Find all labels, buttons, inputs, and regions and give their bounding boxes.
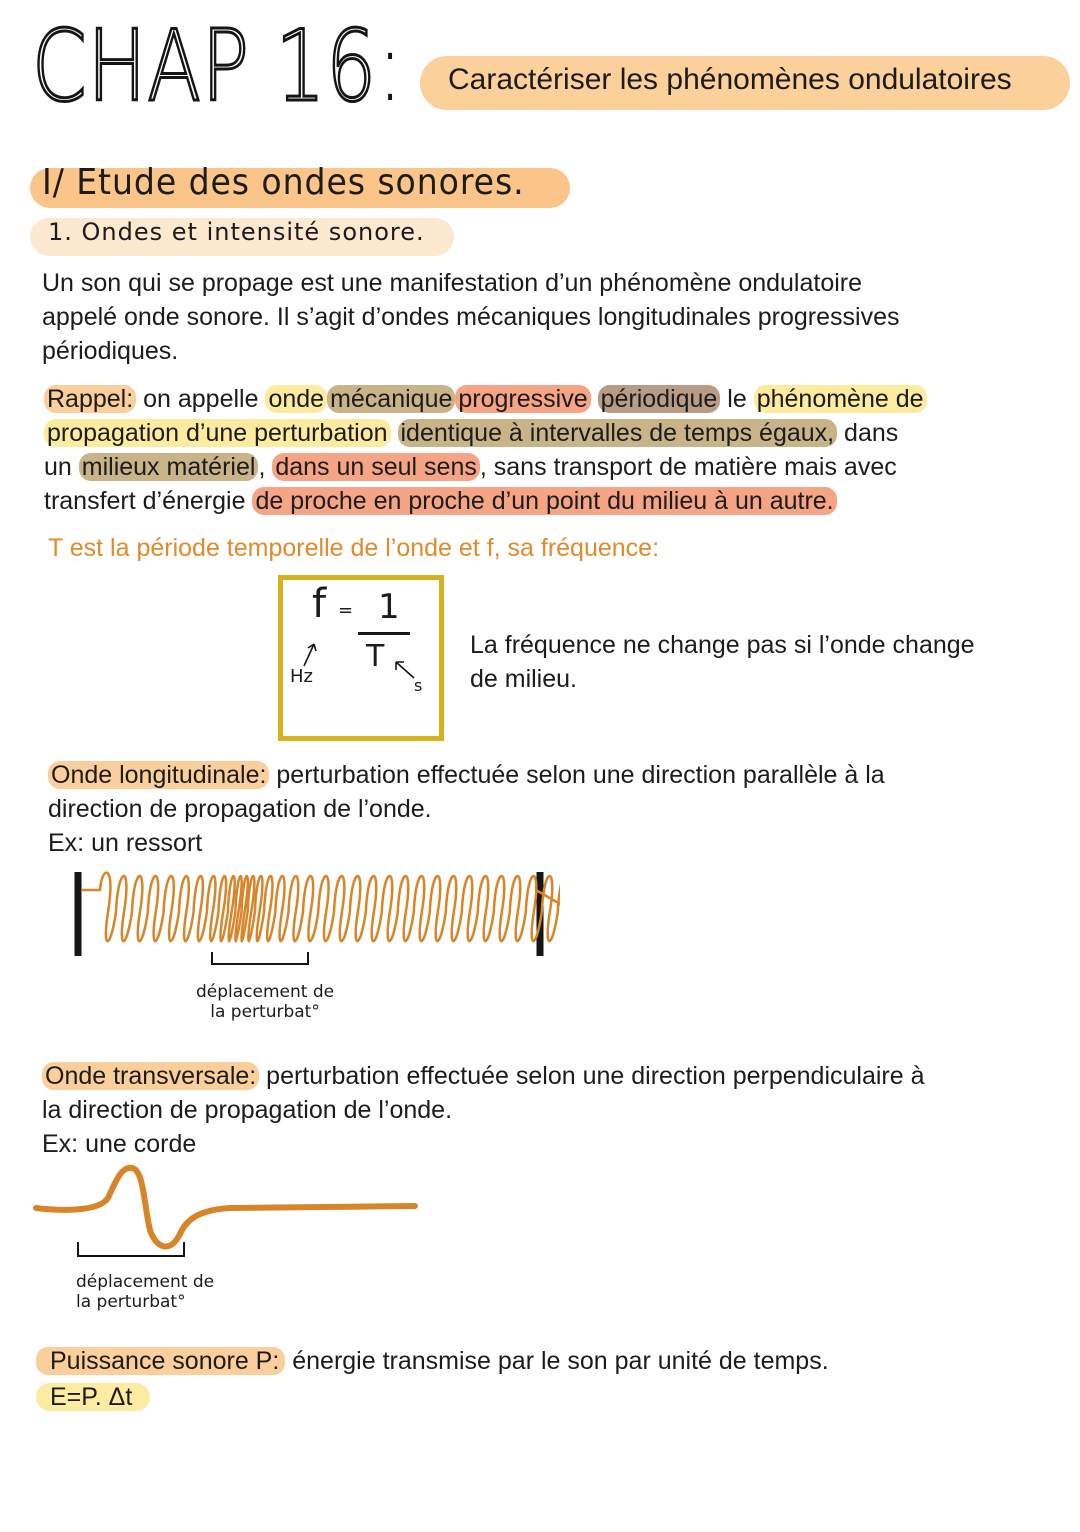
term-seul-sens: dans un seul sens <box>272 453 480 481</box>
rope-wave <box>36 1168 415 1247</box>
longitudinal-label: Onde longitudinale: <box>48 761 269 789</box>
term-phenomene: phénomène de <box>754 385 927 413</box>
term-periodique: périodique <box>598 385 721 413</box>
fraction-bar <box>358 632 410 635</box>
caption-line: la perturbat° <box>76 1292 186 1312</box>
rappel-text: dans <box>837 419 899 447</box>
term-mecanique: mécanique <box>327 385 455 413</box>
term-propagation: propagation d’une perturbation <box>44 419 391 447</box>
caption-line: déplacement de <box>76 1272 215 1292</box>
spring-coil <box>82 873 560 942</box>
puissance-definition <box>36 1344 829 1414</box>
longitudinal-definition <box>48 758 1058 860</box>
section-title: I/ Etude des ondes sonores. <box>42 162 525 203</box>
note-line: La fréquence ne change pas si l’onde change <box>470 631 975 659</box>
rappel-paragraph <box>44 382 1054 518</box>
term-milieux: milieux matériel <box>79 453 259 481</box>
definition-text: perturbation effectuée selon une direction perpendiculaire à <box>259 1062 925 1090</box>
spring-caption <box>196 982 334 1022</box>
definition-text: perturbation effectuée selon une direction parallèle à la <box>269 761 885 789</box>
subsection-title: 1. Ondes et intensité sonore. <box>48 218 425 246</box>
term-progressive: progressive <box>455 385 590 413</box>
energy-formula: E=P. Δt <box>36 1383 150 1411</box>
intro-paragraph <box>42 266 900 368</box>
transversal-label: Onde transversale: <box>42 1062 259 1090</box>
term-proche: de proche en proche d’un point du milieu à un autre. <box>252 487 836 515</box>
rappel-label: Rappel: <box>44 385 136 413</box>
definition-text: énergie transmise par le son par unité de temps. <box>285 1347 829 1375</box>
term-onde: onde <box>265 385 327 413</box>
intro-line: appelé onde sonore. Il s’agit d’ondes mécaniques longitudinales progressives <box>42 303 900 331</box>
displacement-bracket <box>212 952 308 964</box>
intro-line: Un son qui se propage est une manifestation d’un phénomène ondulatoire <box>42 269 863 297</box>
puissance-label: Puissance sonore P: <box>36 1347 285 1375</box>
rope-caption <box>76 1272 214 1312</box>
chapter-number: CHAP 16 <box>32 10 377 124</box>
rappel-text: transfert d’énergie <box>44 487 253 515</box>
rappel-text: le <box>720 385 754 413</box>
chapter-title <box>32 10 405 124</box>
intro-line: périodiques. <box>42 337 179 365</box>
rappel-text: un <box>44 453 79 481</box>
rappel-text: on appelle <box>136 385 266 413</box>
rappel-text: , <box>258 453 273 481</box>
rappel-text: , sans transport de matière mais avec <box>479 453 897 481</box>
formula-equals: = <box>338 600 354 621</box>
formula-numerator: 1 <box>378 587 400 627</box>
period-definition: T est la période temporelle de l’onde et f, sa fréquence: <box>48 534 660 562</box>
formula-f: f <box>312 581 327 627</box>
unit-s: s <box>414 676 423 695</box>
caption-line: déplacement de <box>196 982 335 1002</box>
example-text: Ex: un ressort <box>48 829 203 857</box>
example-text: Ex: une corde <box>42 1130 197 1158</box>
frequency-note <box>470 628 975 696</box>
term-identique: identique à intervalles de temps égaux, <box>398 419 838 447</box>
definition-text: direction de propagation de l’onde. <box>48 795 432 823</box>
chapter-colon: : <box>376 10 405 124</box>
rope-drawing <box>30 1160 430 1270</box>
note-line: de milieu. <box>470 665 577 693</box>
chapter-subtitle: Caractériser les phénomènes ondulatoires <box>448 63 1012 96</box>
transversal-definition <box>42 1059 1052 1161</box>
unit-hz: Hz <box>290 666 313 687</box>
definition-text: la direction de propagation de l’onde. <box>42 1096 453 1124</box>
arrow-icon <box>304 644 316 666</box>
spring-drawing <box>60 860 560 970</box>
arrow-icon <box>396 662 414 678</box>
formula-denominator: T <box>366 639 385 674</box>
caption-line: la perturbat° <box>210 1002 320 1022</box>
unit-arrows <box>290 640 430 700</box>
